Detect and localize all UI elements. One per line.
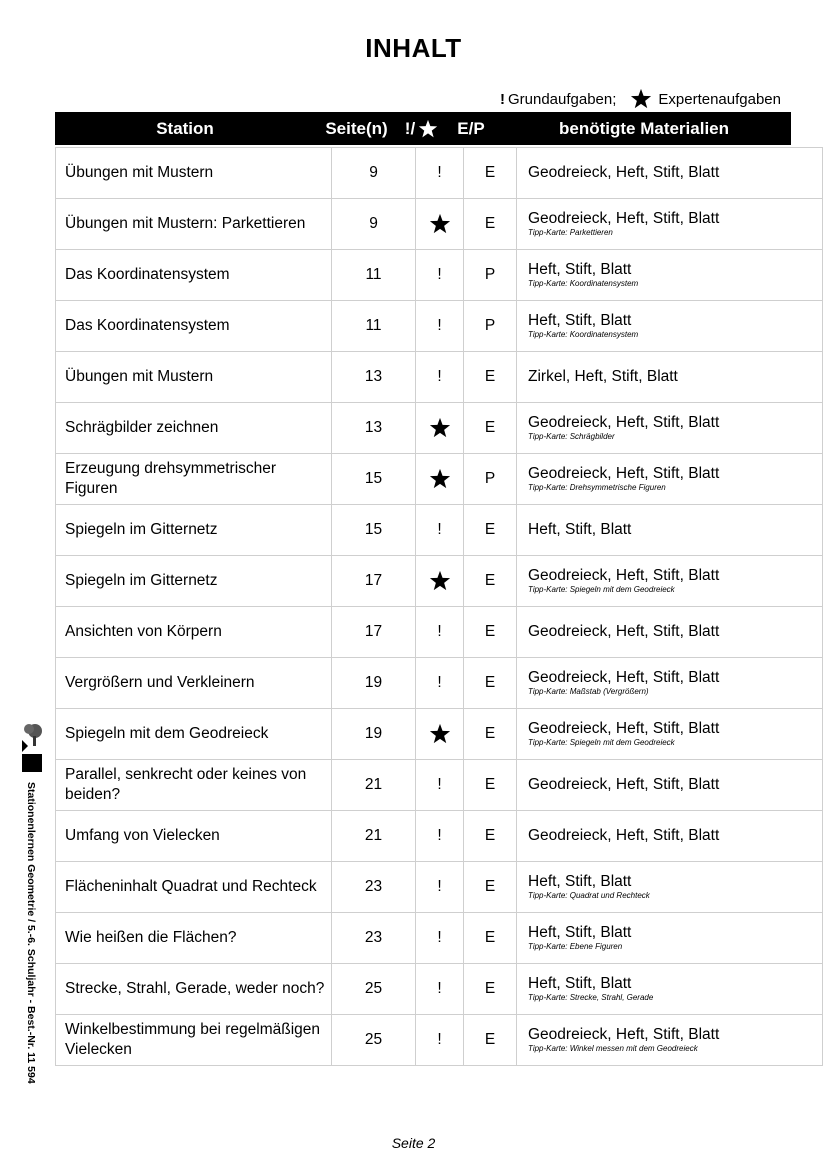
station-cell: Übungen mit Mustern: Parkettieren xyxy=(56,199,332,250)
ep-cell: E xyxy=(464,607,517,658)
tip-card: Tipp-Karte: Winkel messen mit dem Geodreieck xyxy=(528,1044,698,1053)
materials-text: Geodreieck, Heft, Stift, Blatt xyxy=(528,827,720,844)
page-cell: 15 xyxy=(332,454,416,505)
page-cell: 25 xyxy=(332,964,416,1015)
page-cell: 23 xyxy=(332,913,416,964)
page-cell: 11 xyxy=(332,301,416,352)
materials-cell xyxy=(517,505,823,556)
ep-cell: E xyxy=(464,1015,517,1066)
mark-cell xyxy=(416,607,464,658)
table-row xyxy=(56,505,823,556)
station-cell: Schrägbilder zeichnen xyxy=(56,403,332,454)
tip-card: Tipp-Karte: Koordinatensystem xyxy=(528,330,639,339)
station-cell: Spiegeln mit dem Geodreieck xyxy=(56,709,332,760)
header-mark-label: !/ xyxy=(404,118,416,138)
materials-text: Heft, Stift, Blatt xyxy=(528,975,632,992)
table-row xyxy=(56,199,823,250)
star-icon xyxy=(418,119,438,139)
mark-cell xyxy=(416,862,464,913)
station-cell: Parallel, senkrecht oder keines von beiden? xyxy=(56,760,332,811)
page-cell: 25 xyxy=(332,1015,416,1066)
materials-cell xyxy=(517,199,823,250)
page-cell: 13 xyxy=(332,352,416,403)
station-cell: Übungen mit Mustern xyxy=(56,148,332,199)
ep-cell: E xyxy=(464,811,517,862)
materials-text: Zirkel, Heft, Stift, Blatt xyxy=(528,368,678,385)
table-row xyxy=(56,1015,823,1066)
publisher-logo xyxy=(20,722,44,774)
table-row xyxy=(56,709,823,760)
page-cell: 21 xyxy=(332,811,416,862)
page-cell: 9 xyxy=(332,199,416,250)
table-row xyxy=(56,301,823,352)
table-row xyxy=(56,760,823,811)
tip-card: Tipp-Karte: Ebene Figuren xyxy=(528,942,623,951)
table-row xyxy=(56,148,823,199)
station-cell: Wie heißen die Flächen? xyxy=(56,913,332,964)
tip-card: Tipp-Karte: Parkettieren xyxy=(528,228,613,237)
materials-text: Geodreieck, Heft, Stift, Blatt xyxy=(528,776,720,793)
ep-cell: E xyxy=(464,862,517,913)
station-cell: Vergrößern und Verkleinern xyxy=(56,658,332,709)
tip-card: Tipp-Karte: Maßstab (Vergrößern) xyxy=(528,687,649,696)
header-mark xyxy=(398,112,445,145)
mark-cell xyxy=(416,352,464,403)
table-row xyxy=(56,607,823,658)
page-cell: 19 xyxy=(332,709,416,760)
page-cell: 11 xyxy=(332,250,416,301)
materials-cell xyxy=(517,352,823,403)
mark-cell xyxy=(416,301,464,352)
page-cell: 13 xyxy=(332,403,416,454)
legend xyxy=(500,88,781,110)
ep-cell: E xyxy=(464,760,517,811)
materials-cell xyxy=(517,709,823,760)
mark-cell xyxy=(416,403,464,454)
tip-card: Tipp-Karte: Schrägbilder xyxy=(528,432,615,441)
mark-cell xyxy=(416,964,464,1015)
materials-cell xyxy=(517,250,823,301)
ep-cell: E xyxy=(464,505,517,556)
page-cell: 9 xyxy=(332,148,416,199)
star-icon xyxy=(429,725,451,742)
station-cell: Das Koordinatensystem xyxy=(56,250,332,301)
exclamation-mark: ! xyxy=(437,1031,442,1048)
materials-text: Heft, Stift, Blatt xyxy=(528,924,632,941)
mark-cell xyxy=(416,811,464,862)
station-cell: Strecke, Strahl, Gerade, weder noch? xyxy=(56,964,332,1015)
mark-cell xyxy=(416,760,464,811)
mark-cell xyxy=(416,556,464,607)
materials-text: Geodreieck, Heft, Stift, Blatt xyxy=(528,210,720,227)
station-cell: Spiegeln im Gitternetz xyxy=(56,505,332,556)
ep-cell: P xyxy=(464,301,517,352)
materials-cell xyxy=(517,811,823,862)
materials-cell xyxy=(517,607,823,658)
ep-cell: P xyxy=(464,454,517,505)
exclamation-mark: ! xyxy=(437,878,442,895)
materials-cell xyxy=(517,403,823,454)
materials-cell xyxy=(517,964,823,1015)
materials-text: Geodreieck, Heft, Stift, Blatt xyxy=(528,164,720,181)
table-row xyxy=(56,250,823,301)
star-icon xyxy=(429,572,451,589)
materials-cell xyxy=(517,148,823,199)
star-icon xyxy=(429,215,451,232)
materials-text: Heft, Stift, Blatt xyxy=(528,521,632,538)
ep-cell: E xyxy=(464,352,517,403)
star-icon xyxy=(630,88,652,110)
ep-cell: E xyxy=(464,658,517,709)
materials-cell xyxy=(517,454,823,505)
ep-cell: E xyxy=(464,709,517,760)
materials-cell xyxy=(517,862,823,913)
page-cell: 17 xyxy=(332,556,416,607)
station-cell: Umfang von Vielecken xyxy=(56,811,332,862)
mark-cell xyxy=(416,148,464,199)
ep-cell: E xyxy=(464,403,517,454)
tip-card: Tipp-Karte: Koordinatensystem xyxy=(528,279,639,288)
ep-cell: P xyxy=(464,250,517,301)
exclamation-mark: ! xyxy=(437,776,442,793)
page-cell: 23 xyxy=(332,862,416,913)
exclamation-mark: ! xyxy=(437,929,442,946)
tip-card: Tipp-Karte: Drehsymmetrische Figuren xyxy=(528,483,666,492)
side-text: Stationenlernen Geometrie / 5.-6. Schuljahr - Best.-Nr. 11 594 xyxy=(25,782,37,1084)
materials-cell xyxy=(517,556,823,607)
materials-text: Geodreieck, Heft, Stift, Blatt xyxy=(528,414,720,431)
table-row xyxy=(56,862,823,913)
materials-text: Heft, Stift, Blatt xyxy=(528,873,632,890)
materials-text: Geodreieck, Heft, Stift, Blatt xyxy=(528,669,720,686)
ep-cell: E xyxy=(464,913,517,964)
station-cell: Spiegeln im Gitternetz xyxy=(56,556,332,607)
tip-card: Tipp-Karte: Quadrat und Rechteck xyxy=(528,891,650,900)
materials-text: Heft, Stift, Blatt xyxy=(528,312,632,329)
page-cell: 15 xyxy=(332,505,416,556)
exclamation-mark: ! xyxy=(437,827,442,844)
exclamation-mark: ! xyxy=(437,164,442,181)
page-cell: 17 xyxy=(332,607,416,658)
materials-text: Geodreieck, Heft, Stift, Blatt xyxy=(528,720,720,737)
ep-cell: E xyxy=(464,964,517,1015)
header-station: Station xyxy=(156,118,214,138)
exclamation-mark: ! xyxy=(437,266,442,283)
page-title: INHALT xyxy=(365,33,462,63)
station-cell: Das Koordinatensystem xyxy=(56,301,332,352)
materials-cell xyxy=(517,913,823,964)
page-cell: 21 xyxy=(332,760,416,811)
station-cell: Flächeninhalt Quadrat und Rechteck xyxy=(56,862,332,913)
materials-text: Geodreieck, Heft, Stift, Blatt xyxy=(528,623,720,640)
page-number: Seite 2 xyxy=(391,1135,436,1151)
header-seite: Seite(n) xyxy=(325,118,388,138)
table-header xyxy=(55,112,791,145)
header-materials: benötigte Materialien xyxy=(558,118,730,138)
table-row xyxy=(56,913,823,964)
legend-expert-label: Expertenaufgaben xyxy=(658,90,781,108)
table-row xyxy=(56,403,823,454)
table-row xyxy=(56,658,823,709)
page-cell: 19 xyxy=(332,658,416,709)
mark-cell xyxy=(416,199,464,250)
materials-cell xyxy=(517,1015,823,1066)
exclamation-mark: ! xyxy=(437,368,442,385)
ep-cell: E xyxy=(464,556,517,607)
mark-cell xyxy=(416,913,464,964)
materials-cell xyxy=(517,658,823,709)
legend-basic-label: Grundaufgaben; xyxy=(507,90,617,108)
header-ep: E/P xyxy=(457,118,485,138)
materials-cell xyxy=(517,760,823,811)
star-icon xyxy=(429,470,451,487)
station-cell: Ansichten von Körpern xyxy=(56,607,332,658)
mark-cell xyxy=(416,658,464,709)
exclamation-mark: ! xyxy=(437,674,442,691)
mark-cell xyxy=(416,250,464,301)
tip-card: Tipp-Karte: Spiegeln mit dem Geodreieck xyxy=(528,738,675,747)
materials-text: Geodreieck, Heft, Stift, Blatt xyxy=(528,567,720,584)
exclamation-mark: ! xyxy=(437,317,442,334)
contents-table xyxy=(55,147,823,1066)
table-row xyxy=(56,556,823,607)
side-imprint xyxy=(14,722,44,1102)
tip-card: Tipp-Karte: Spiegeln mit dem Geodreieck xyxy=(528,585,675,594)
ep-cell: E xyxy=(464,148,517,199)
materials-cell xyxy=(517,301,823,352)
mark-cell xyxy=(416,709,464,760)
station-cell: Winkelbestimmung bei regelmäßigen Vielecken xyxy=(56,1015,332,1066)
mark-cell xyxy=(416,505,464,556)
table-row xyxy=(56,352,823,403)
star-icon xyxy=(429,419,451,436)
mark-cell xyxy=(416,1015,464,1066)
materials-text: Geodreieck, Heft, Stift, Blatt xyxy=(528,465,720,482)
ep-cell: E xyxy=(464,199,517,250)
table-row xyxy=(56,811,823,862)
tip-card: Tipp-Karte: Strecke, Strahl, Gerade xyxy=(528,993,654,1002)
materials-text: Geodreieck, Heft, Stift, Blatt xyxy=(528,1026,720,1043)
station-cell: Erzeugung drehsymmetrischer Figuren xyxy=(56,454,332,505)
exclamation-mark: ! xyxy=(437,623,442,640)
exclamation-mark: ! xyxy=(437,980,442,997)
table-row xyxy=(56,454,823,505)
materials-text: Heft, Stift, Blatt xyxy=(528,261,632,278)
exclamation-mark: ! xyxy=(437,521,442,538)
mark-cell xyxy=(416,454,464,505)
table-row xyxy=(56,964,823,1015)
station-cell: Übungen mit Mustern xyxy=(56,352,332,403)
legend-exclamation: ! xyxy=(499,90,505,108)
